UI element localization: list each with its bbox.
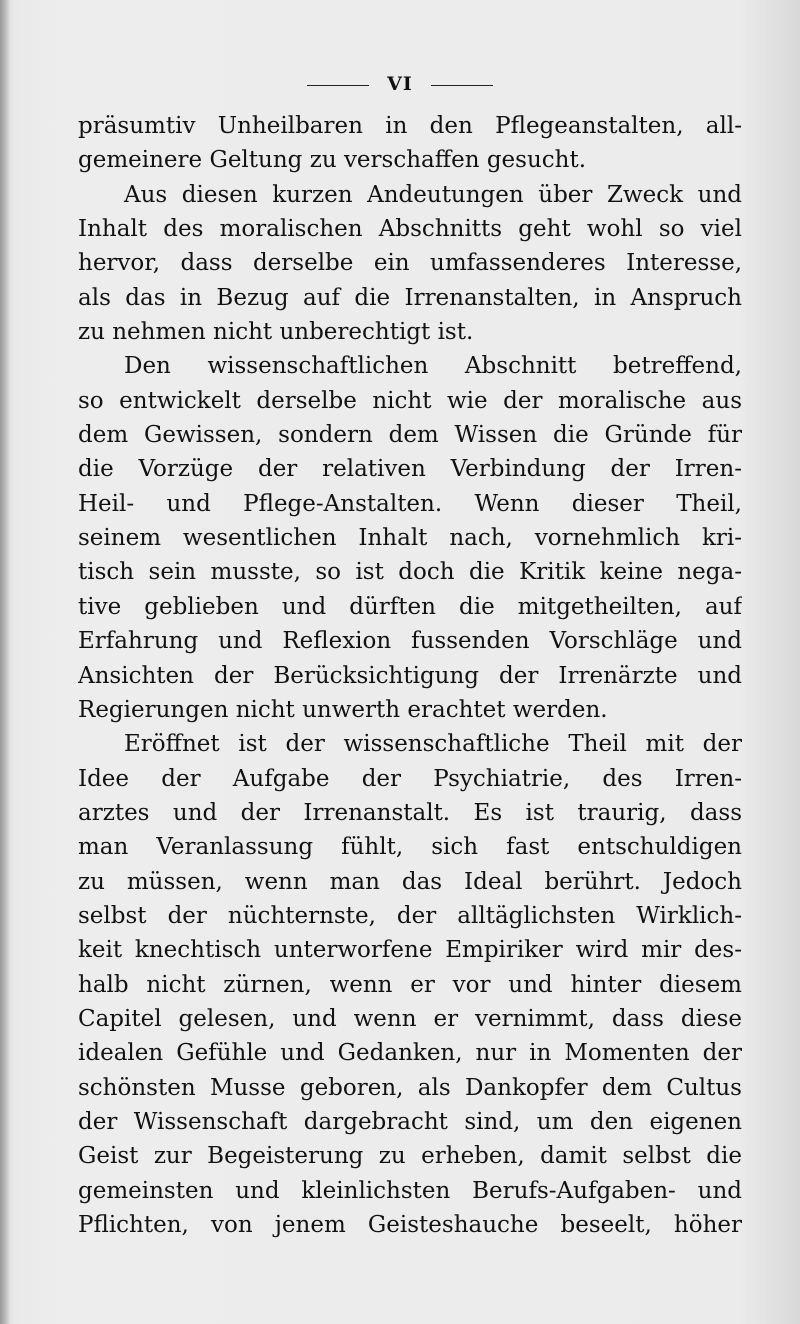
text-line: zu müssen, wenn man das Ideal berührt. Jedoch	[78, 868, 742, 895]
text-line: tive geblieben und dürften die mitgetheilten, auf	[78, 593, 742, 620]
text-line: schönsten Musse geboren, als Dankopfer dem Cultus	[78, 1074, 742, 1101]
header-rule-right	[431, 85, 493, 86]
text-line: die Vorzüge der relativen Verbindung der Irren-	[78, 456, 742, 483]
text-line: Inhalt des moralischen Abschnitts geht wohl so viel	[78, 216, 742, 243]
text-line: Pflichten, von jenem Geisteshauche beseelt, höher	[78, 1212, 742, 1238]
text-line: Idee der Aufgabe der Psychiatrie, des Irren-	[78, 765, 742, 792]
text-line: seinem wesentlichen Inhalt nach, vornehmlich kri-	[78, 525, 742, 552]
text-line: präsumtiv Unheilbaren in den Pflegeanstalten, all-	[78, 113, 742, 139]
text-line: gemeinsten und kleinlichsten Berufs-Aufgaben- und	[78, 1177, 742, 1204]
page-number: VI	[387, 73, 413, 95]
text-line: selbst der nüchternste, der alltäglichsten Wirklich-	[78, 902, 742, 929]
text-line: Aus diesen kurzen Andeutungen über Zweck und	[124, 181, 742, 208]
text-line: hervor, dass derselbe ein umfassenderes Interesse,	[78, 250, 742, 277]
text-line: Erfahrung und Reflexion fussenden Vorschläge und	[78, 628, 742, 655]
text-line: Geist zur Begeisterung zu erheben, damit selbst die	[78, 1143, 742, 1170]
text-line: tisch sein musste, so ist doch die Kritik keine nega-	[78, 559, 742, 586]
text-line: Den wissenschaftlichen Abschnitt betreffend,	[124, 353, 742, 380]
binding-shadow	[0, 0, 10, 1324]
text-line: Regierungen nicht unwerth erachtet werden.	[78, 696, 608, 723]
text-line: Heil- und Pflege-Anstalten. Wenn dieser Theil,	[78, 490, 742, 517]
text-line: halb nicht zürnen, wenn er vor und hinter diesem	[78, 971, 742, 998]
text-line: Ansichten der Berücksichtigung der Irrenärzte und	[78, 662, 742, 689]
text-line: der Wissenschaft dargebracht sind, um den eigenen	[78, 1108, 742, 1135]
text-line: Capitel gelesen, und wenn er vernimmt, dass diese	[78, 1005, 742, 1032]
text-line: zu nehmen nicht unberechtigt ist.	[78, 319, 474, 346]
text-line: gemeinere Geltung zu verschaffen gesucht.	[78, 147, 587, 174]
text-line: idealen Gefühle und Gedanken, nur in Momenten der	[78, 1040, 742, 1067]
body-text	[78, 109, 742, 1242]
text-line: arztes und der Irrenanstalt. Es ist traurig, dass	[78, 799, 742, 826]
header-rule-left	[307, 85, 369, 86]
page-header	[0, 70, 800, 98]
text-line: als das in Bezug auf die Irrenanstalten, in Anspruch	[78, 284, 742, 311]
text-line: dem Gewissen, sondern dem Wissen die Gründe für	[78, 422, 742, 449]
text-line: man Veranlassung fühlt, sich fast entschuldigen	[78, 834, 742, 861]
text-line: keit knechtisch unterworfene Empiriker wird mir des-	[78, 937, 742, 964]
text-line: Eröffnet ist der wissenschaftliche Theil mit der	[124, 731, 742, 758]
text-line: so entwickelt derselbe nicht wie der moralische aus	[78, 387, 742, 414]
